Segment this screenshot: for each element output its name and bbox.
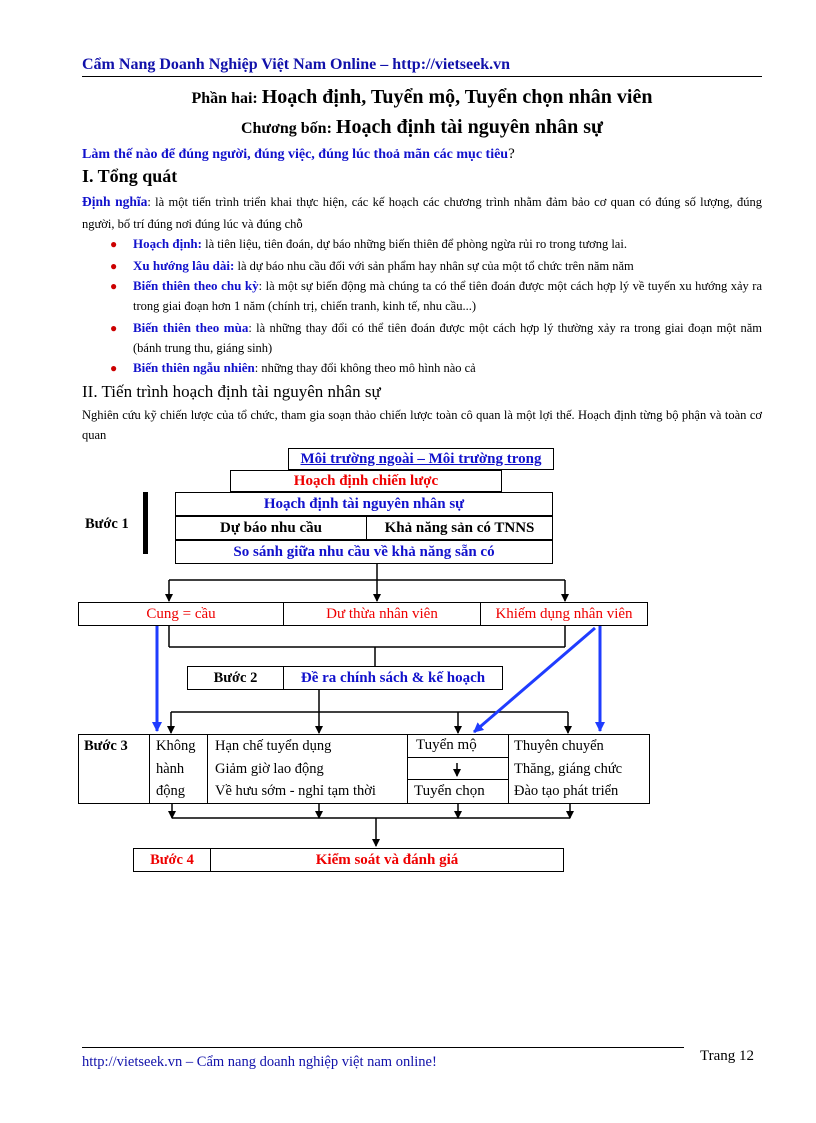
bullet-term: Xu hướng lâu dài:	[133, 258, 235, 273]
header-title: Cẩm Nang Doanh Nghiệp Việt Nam Online – http://vietseek.vn	[82, 56, 511, 73]
question-mark: ?	[508, 146, 515, 162]
control-box: Kiểm soát và đánh giá	[210, 848, 564, 872]
section-1-title: I. Tổng quát	[82, 166, 178, 186]
step-1-label: Bước 1	[85, 516, 129, 532]
bullet-icon: ●	[110, 237, 118, 251]
select-cell: Tuyển chọn	[414, 783, 485, 799]
surplus-action: Hạn chế tuyển dụng	[215, 738, 332, 754]
bullet-text: : là những thay đổi có thể tiên đoán được một cách hợp lý thường xảy ra trong giai đoạn một năm (bánh trung thu, giáng sinh)	[133, 321, 763, 355]
shortage-box: Khiếm dụng nhân viên	[480, 602, 648, 626]
chapter-heading: Chương bốn: Hoạch định tài nguyên nhân sự	[240, 116, 604, 138]
capacity-box: Khả năng sản có TNNS	[366, 516, 553, 540]
part-title: Hoạch định, Tuyển mộ, Tuyển chọn nhân viên	[261, 86, 653, 108]
footer-divider	[82, 1047, 684, 1048]
chapter-title: Hoạch định tài nguyên nhân sự	[335, 116, 604, 138]
bullet-icon: ●	[110, 259, 118, 273]
page-number: Trang 12	[700, 1048, 755, 1064]
section-2-title: II. Tiến trình hoạch định tài nguyên nhân sự	[82, 382, 381, 401]
blue-arrows	[157, 626, 600, 732]
bullet-term: Biến thiên theo chu kỳ	[133, 278, 259, 293]
bullet-text: : là một sự biến động mà chúng ta có thể tiên đoán được một cách hợp lý về tuyến xu hướng xảy ra trong giai đoạn hơn 1 năm (chính trị, chiến tranh, kinh tế, nhu cầu...)	[133, 279, 762, 313]
step-3-label: Bước 3	[84, 738, 128, 754]
part-heading: Phần hai: Hoạch định, Tuyển mộ, Tuyển chọn nhân viên	[191, 86, 653, 108]
surplus-box: Dư thừa nhân viên	[283, 602, 481, 626]
chapter-label: Chương bốn	[240, 120, 327, 137]
no-action-line: hành	[156, 760, 185, 777]
footer-link[interactable]: http://vietseek.vn – Cẩm nang doanh nghiệp việt nam online!	[82, 1054, 437, 1070]
policy-box: Đề ra chính sách & kế hoạch	[283, 666, 503, 690]
question-text: Làm thế nào để đúng người, đúng việc, đúng lúc thoả mãn các mục tiêu	[82, 147, 509, 162]
compare-box: So sánh giữa nhu cầu về khả năng sẵn có	[175, 540, 553, 564]
section-2-intro: Nghiên cứu kỹ chiến lược của tổ chức, tham gia soạn thảo chiến lược toàn cô quan là một lợi thế. Hoạch định từng bộ phận và toàn cơ quan	[82, 408, 762, 442]
env-box: Môi trường ngoài – Môi trường trong	[288, 448, 554, 470]
bullet-text: là tiên liệu, tiên đoán, dự báo những biến thiên để phòng ngừa rủi ro trong tương lai.	[202, 237, 627, 251]
surplus-action: Về hưu sớm - nghỉ tạm thời	[215, 783, 376, 799]
step-4-label: Bước 4	[133, 848, 211, 872]
no-action-line: Không	[156, 738, 196, 754]
balance-box: Cung = cầu	[78, 602, 284, 626]
surplus-action: Giảm giờ lao động	[215, 760, 324, 777]
strategy-box: Hoạch định chiến lược	[230, 470, 502, 492]
bullet-term: Biến thiên theo mùa	[133, 320, 249, 335]
hr-planning-box: Hoạch định tài nguyên nhân sự	[175, 492, 553, 516]
definition-term: Định nghĩa	[82, 194, 148, 209]
no-action-line: động	[156, 783, 185, 799]
bullet-icon: ●	[110, 279, 118, 293]
internal-action: Đào tạo phát triển	[514, 783, 619, 799]
bullet-text: : những thay đổi không theo mô hình nào cả	[254, 361, 476, 375]
bullet-icon: ●	[110, 361, 118, 375]
bullet-text: là dự báo nhu cầu đối với sản phẩm hay nhân sự của một tổ chức trên năm năm	[234, 259, 634, 273]
bullet-icon: ●	[110, 321, 118, 335]
black-arrows	[169, 563, 570, 846]
internal-action: Thăng, giáng chức	[514, 760, 623, 777]
bullet-term: Biến thiên ngẫu nhiên	[133, 360, 255, 375]
demand-box: Dự báo nhu cầu	[175, 516, 367, 540]
step-2-label: Bước 2	[187, 666, 284, 690]
part-label: Phần hai	[191, 90, 253, 107]
definition-text: : là một tiến trình triển khai thực hiện, các kế hoạch các chương trình nhằm đảm bảo cơ quan có đúng số lượng, đúng người, bố trí đúng nơi đúng lúc và đúng chỗ	[82, 195, 762, 231]
bullet-term: Hoạch định:	[133, 236, 202, 251]
recruit-cell: Tuyển mộ	[416, 737, 477, 753]
internal-action: Thuyên chuyển	[514, 738, 604, 754]
